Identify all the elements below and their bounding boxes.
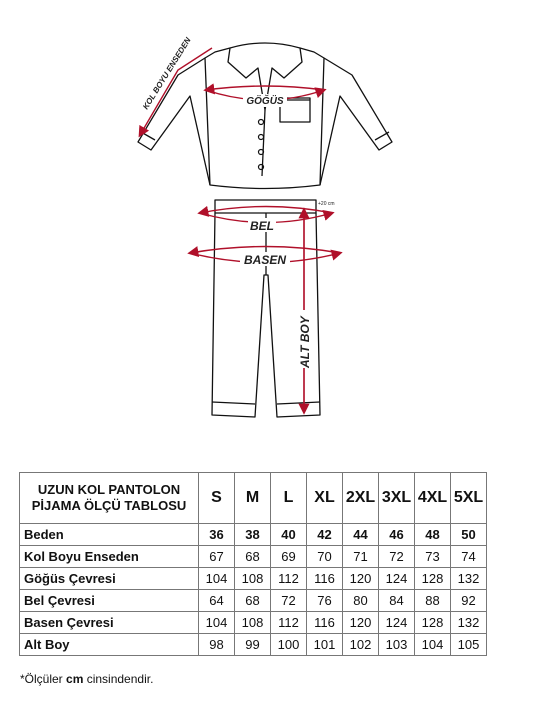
table-cell: 70 [307,546,343,568]
table-row-length [20,634,487,656]
row-label: Alt Boy [20,634,199,656]
table-cell: 124 [379,612,415,634]
table-cell: 98 [199,634,235,656]
table-cell: 73 [415,546,451,568]
table-cell: 112 [271,568,307,590]
table-cell: 101 [307,634,343,656]
size-header: 5XL [451,473,487,524]
table-cell: 67 [199,546,235,568]
table-cell: 38 [235,524,271,546]
table-row-sleeve [20,546,487,568]
table-row-hip [20,612,487,634]
table-cell: 68 [235,590,271,612]
table-cell: 124 [379,568,415,590]
row-label: Kol Boyu Enseden [20,546,199,568]
table-row-waist [20,590,487,612]
waist-note: +20 cm [318,201,335,207]
table-cell: 104 [415,634,451,656]
table-row-beden [20,524,487,546]
table-cell: 69 [271,546,307,568]
table-row-chest [20,568,487,590]
table-title-line1: UZUN KOL PANTOLON [37,482,181,497]
table-cell: 104 [199,612,235,634]
row-label: Beden [20,524,199,546]
table-cell: 92 [451,590,487,612]
size-header: XL [307,473,343,524]
table-cell: 76 [307,590,343,612]
row-label: Bel Çevresi [20,590,199,612]
size-header: M [235,473,271,524]
table-cell: 108 [235,612,271,634]
table-cell: 40 [271,524,307,546]
table-cell: 105 [451,634,487,656]
table-cell: 72 [379,546,415,568]
waist-label: BEL [250,219,274,233]
table-cell: 128 [415,612,451,634]
table-cell: 80 [343,590,379,612]
table-cell: 74 [451,546,487,568]
table-title [20,473,199,524]
table-cell: 46 [379,524,415,546]
table-cell: 50 [451,524,487,546]
table-cell: 48 [415,524,451,546]
units-footnote [20,672,153,686]
table-cell: 68 [235,546,271,568]
table-cell: 88 [415,590,451,612]
chest-label: GÖĞÜS [246,96,284,107]
size-header: S [199,473,235,524]
table-cell: 72 [271,590,307,612]
sleeve-length-label: KOL BOYU ENSEDEN [141,35,193,112]
table-cell: 36 [199,524,235,546]
hip-label: BASEN [243,253,287,267]
table-cell: 104 [199,568,235,590]
table-cell: 120 [343,568,379,590]
size-header: L [271,473,307,524]
table-cell: 120 [343,612,379,634]
size-header: 3XL [379,473,415,524]
table-cell: 102 [343,634,379,656]
table-cell: 108 [235,568,271,590]
footnote-unit: cm [66,672,84,686]
table-header-row [20,473,487,524]
row-label: Basen Çevresi [20,612,199,634]
table-cell: 116 [307,612,343,634]
size-chart-table [19,472,487,656]
table-cell: 71 [343,546,379,568]
table-cell: 64 [199,590,235,612]
footnote-prefix: *Ölçüler [20,672,67,686]
length-label: ALT BOY [298,316,312,368]
table-cell: 128 [415,568,451,590]
table-cell: 42 [307,524,343,546]
table-cell: 84 [379,590,415,612]
table-cell: 100 [271,634,307,656]
table-title-line2: PİJAMA ÖLÇÜ TABLOSU [31,498,187,513]
table-cell: 132 [451,612,487,634]
table-cell: 103 [379,634,415,656]
table-cell: 44 [343,524,379,546]
footnote-suffix: cinsindendir. [83,672,154,686]
table-cell: 112 [271,612,307,634]
table-cell: 116 [307,568,343,590]
size-header: 2XL [343,473,379,524]
size-header: 4XL [415,473,451,524]
row-label: Göğüs Çevresi [20,568,199,590]
table-cell: 99 [235,634,271,656]
table-cell: 132 [451,568,487,590]
